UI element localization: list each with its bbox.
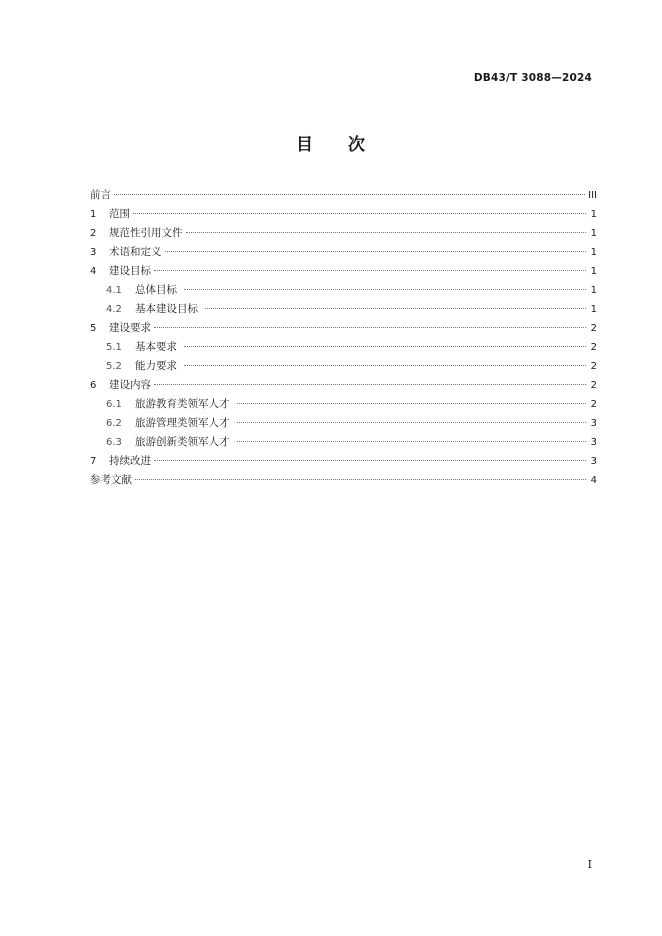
toc-entry-page: 2 [590,380,597,391]
toc-entry-7[interactable] [90,452,597,471]
toc-entry-number: 6.2 [106,418,122,429]
toc-entry-title: 旅游教育类领军人才 [135,398,230,410]
toc-entry-number: 5 [90,323,97,334]
dot-leader [154,270,586,271]
toc-entry-title: 术语和定义 [109,246,162,258]
dot-leader [184,346,586,347]
dot-leader [186,232,587,233]
toc-entry-page: 2 [590,342,597,353]
title-char-1: 目 [296,135,314,155]
toc-entry-title: 基本建设目标 [135,303,198,315]
toc-entry-number: 6 [90,380,97,391]
dot-leader [154,384,586,385]
dot-leader [205,308,586,309]
toc-entry-foreword[interactable] [90,186,597,205]
toc-entry-title: 建设内容 [109,379,151,391]
table-of-contents [90,186,597,490]
toc-entry-title: 能力要求 [135,360,177,372]
toc-entry-references[interactable] [90,471,597,490]
toc-entry-number: 6.1 [106,399,122,410]
toc-entry-6-1[interactable] [90,395,597,414]
toc-entry-page: 1 [590,285,597,296]
toc-entry-title: 旅游创新类领军人才 [135,436,230,448]
toc-entry-number: 3 [90,247,97,258]
toc-entry-number: 5.1 [106,342,122,353]
toc-entry-number: 2 [90,228,97,239]
dot-leader [135,479,586,480]
dot-leader [114,194,585,195]
toc-entry-4-1[interactable] [90,281,597,300]
toc-entry-6-2[interactable] [90,414,597,433]
dot-leader [154,327,586,328]
dot-leader [237,441,587,442]
toc-entry-3[interactable] [90,243,597,262]
toc-entry-page: 2 [590,361,597,372]
toc-entry-number: 6.3 [106,437,122,448]
toc-entry-number: 5.2 [106,361,122,372]
toc-entry-page: 3 [590,437,597,448]
toc-entry-page: 1 [590,228,597,239]
dot-leader [154,460,586,461]
toc-entry-number: 7 [90,456,97,467]
document-code: DB43/T 3088—2024 [473,72,592,84]
toc-entry-title: 范围 [109,208,130,220]
toc-entry-title: 旅游管理类领军人才 [135,417,230,429]
page-title [0,130,662,155]
toc-entry-title: 基本要求 [135,341,177,353]
toc-entry-number: 4.2 [106,304,122,315]
toc-entry-page: 1 [590,247,597,258]
dot-leader [184,289,586,290]
dot-leader [165,251,587,252]
toc-entry-page: 4 [590,475,597,486]
toc-entry-number: 4 [90,266,97,277]
toc-entry-5-2[interactable] [90,357,597,376]
dot-leader [133,213,586,214]
toc-entry-title: 总体目标 [135,284,177,296]
toc-entry-page: 1 [590,209,597,220]
dot-leader [184,365,586,366]
toc-entry-4-2[interactable] [90,300,597,319]
dot-leader [237,422,587,423]
toc-entry-page: 1 [590,304,597,315]
toc-entry-title: 建设要求 [109,322,151,334]
toc-entry-page: III [588,190,597,201]
toc-entry-title: 规范性引用文件 [109,227,183,239]
title-char-2: 次 [348,135,366,155]
toc-entry-6-3[interactable] [90,433,597,452]
toc-entry-2[interactable] [90,224,597,243]
toc-entry-6[interactable] [90,376,597,395]
toc-entry-page: 1 [590,266,597,277]
dot-leader [237,403,587,404]
toc-entry-title: 参考文献 [90,474,132,486]
toc-entry-number: 4.1 [106,285,122,296]
toc-entry-page: 3 [590,456,597,467]
toc-entry-title: 建设目标 [109,265,151,277]
toc-entry-title: 前言 [90,189,111,201]
toc-entry-page: 3 [590,418,597,429]
toc-entry-4[interactable] [90,262,597,281]
toc-entry-page: 2 [590,323,597,334]
toc-entry-title: 持续改进 [109,455,151,467]
toc-entry-page: 2 [590,399,597,410]
toc-entry-5-1[interactable] [90,338,597,357]
toc-entry-number: 1 [90,209,97,220]
page-number: I [587,858,592,871]
toc-entry-5[interactable] [90,319,597,338]
toc-entry-1[interactable] [90,205,597,224]
